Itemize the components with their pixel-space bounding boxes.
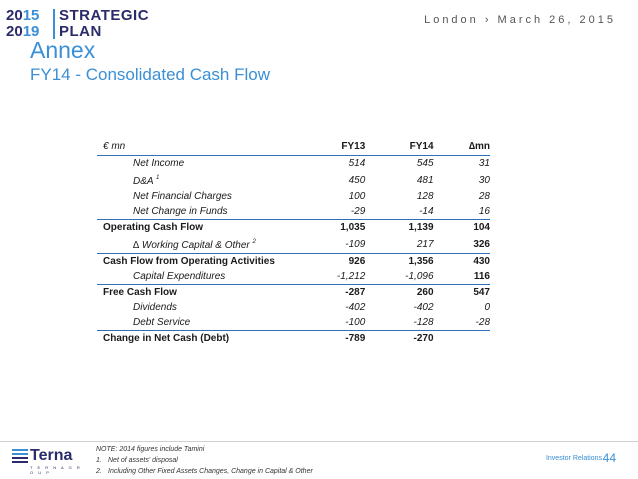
footnote-ref: 2 bbox=[252, 239, 256, 245]
page-title: FY14 - Consolidated Cash Flow bbox=[30, 65, 271, 84]
terna-brand-name: Terna bbox=[30, 447, 73, 464]
cell-delta: 104 bbox=[473, 222, 490, 233]
cell-fy13: 1,035 bbox=[340, 222, 366, 233]
investor-relations-label: Investor Relations bbox=[545, 455, 602, 462]
cell-delta: 28 bbox=[478, 191, 490, 202]
note-2: 2. Including Other Fixed Assets Changes, Change in Capital & Other bbox=[96, 468, 313, 475]
table-row bbox=[97, 269, 490, 285]
cell-fy14: -402 bbox=[413, 302, 434, 313]
cell-fy13: 514 bbox=[348, 158, 366, 169]
footnote-ref: 1 bbox=[155, 175, 160, 181]
terna-mark-icon bbox=[12, 449, 28, 465]
row-label: Net Income bbox=[133, 158, 185, 169]
column-header-fy14: FY14 bbox=[365, 138, 433, 156]
table-row bbox=[97, 300, 490, 315]
cell-fy13: -100 bbox=[316, 315, 365, 331]
cell-delta: 326 bbox=[434, 235, 490, 254]
table-row bbox=[97, 204, 490, 220]
cell-fy14: 260 bbox=[416, 287, 434, 298]
cell-fy14: 481 bbox=[416, 174, 434, 186]
table-row bbox=[97, 156, 490, 172]
cell-fy14: -270 bbox=[413, 333, 434, 344]
row-label: ∆ Working Capital & Other $^2$ bbox=[97, 235, 316, 254]
cell-fy14: -1,096 bbox=[365, 269, 433, 285]
cell-delta bbox=[434, 331, 490, 347]
cell-fy14: 1,139 bbox=[408, 222, 434, 233]
cell-delta: 430 bbox=[473, 256, 490, 267]
row-label: Change in Net Cash (Debt) bbox=[103, 333, 230, 344]
cell-fy14: 217 bbox=[365, 235, 433, 254]
location-date: London › March 26, 2015 bbox=[424, 14, 616, 26]
footnotes bbox=[96, 444, 313, 477]
table-row-total bbox=[97, 254, 490, 270]
table-row-total bbox=[97, 220, 490, 236]
footer-divider bbox=[0, 441, 638, 442]
cell-fy13: -789 bbox=[345, 333, 366, 344]
row-label: D&A $^1$ bbox=[133, 175, 160, 187]
cell-delta: 16 bbox=[434, 204, 490, 220]
row-label: Capital Expenditures bbox=[97, 269, 316, 285]
cell-delta: 116 bbox=[434, 269, 490, 285]
cell-fy13: 100 bbox=[348, 191, 366, 202]
terna-brand-tagline: T E R N A G R O U P bbox=[30, 465, 82, 475]
table-row bbox=[97, 171, 490, 189]
cash-flow-table bbox=[97, 138, 490, 346]
row-label: Operating Cash Flow bbox=[103, 222, 204, 233]
cell-fy14: 545 bbox=[416, 158, 434, 169]
table-row bbox=[97, 235, 490, 254]
cell-delta: 30 bbox=[478, 174, 490, 186]
cell-fy13: -29 bbox=[316, 204, 365, 220]
row-label: Free Cash Flow bbox=[103, 287, 177, 298]
logo-year-top: 2015 bbox=[6, 7, 40, 24]
table-header-row bbox=[97, 138, 490, 156]
column-header-delta: ∆mn bbox=[434, 138, 490, 156]
cell-fy13: -287 bbox=[345, 287, 366, 298]
logo-word-strategic: STRATEGIC bbox=[59, 7, 150, 24]
table-row-total bbox=[97, 331, 490, 347]
cell-fy14: 1,356 bbox=[408, 256, 434, 267]
cell-fy13: 450 bbox=[348, 174, 366, 186]
note-title: NOTE: 2014 figures include Tamini bbox=[96, 446, 205, 453]
cell-fy13: -402 bbox=[345, 302, 366, 313]
table-row-total bbox=[97, 285, 490, 301]
section-title: Annex bbox=[30, 37, 96, 63]
cell-fy13: -1,212 bbox=[316, 269, 365, 285]
strategic-plan-logo bbox=[6, 8, 196, 40]
row-label: Net Change in Funds bbox=[97, 204, 316, 220]
column-header-fy13: FY13 bbox=[316, 138, 365, 156]
logo-word-plan: PLAN bbox=[59, 23, 102, 40]
table-row bbox=[97, 315, 490, 331]
note-1: 1. Net of assets' disposal bbox=[96, 457, 178, 464]
page-number: 44 bbox=[602, 451, 616, 465]
table-row bbox=[97, 189, 490, 204]
cell-delta: 0 bbox=[484, 302, 490, 313]
cell-delta: -28 bbox=[434, 315, 490, 331]
row-label: Debt Service bbox=[97, 315, 316, 331]
logo-year-bottom: 2019 bbox=[6, 23, 40, 40]
terna-logo bbox=[12, 447, 82, 473]
column-header-unit: € mn bbox=[97, 138, 316, 156]
cell-delta: 31 bbox=[478, 158, 490, 169]
row-label: Dividends bbox=[133, 302, 177, 313]
row-label: Net Financial Charges bbox=[133, 191, 232, 202]
cell-delta: 547 bbox=[473, 287, 490, 298]
cell-fy14: -14 bbox=[365, 204, 433, 220]
cell-fy13: 926 bbox=[348, 256, 366, 267]
logo-separator bbox=[53, 9, 55, 39]
cell-fy14: -128 bbox=[365, 315, 433, 331]
row-label: Cash Flow from Operating Activities bbox=[103, 256, 275, 267]
cell-fy14: 128 bbox=[416, 191, 434, 202]
cell-fy13: -109 bbox=[316, 235, 365, 254]
